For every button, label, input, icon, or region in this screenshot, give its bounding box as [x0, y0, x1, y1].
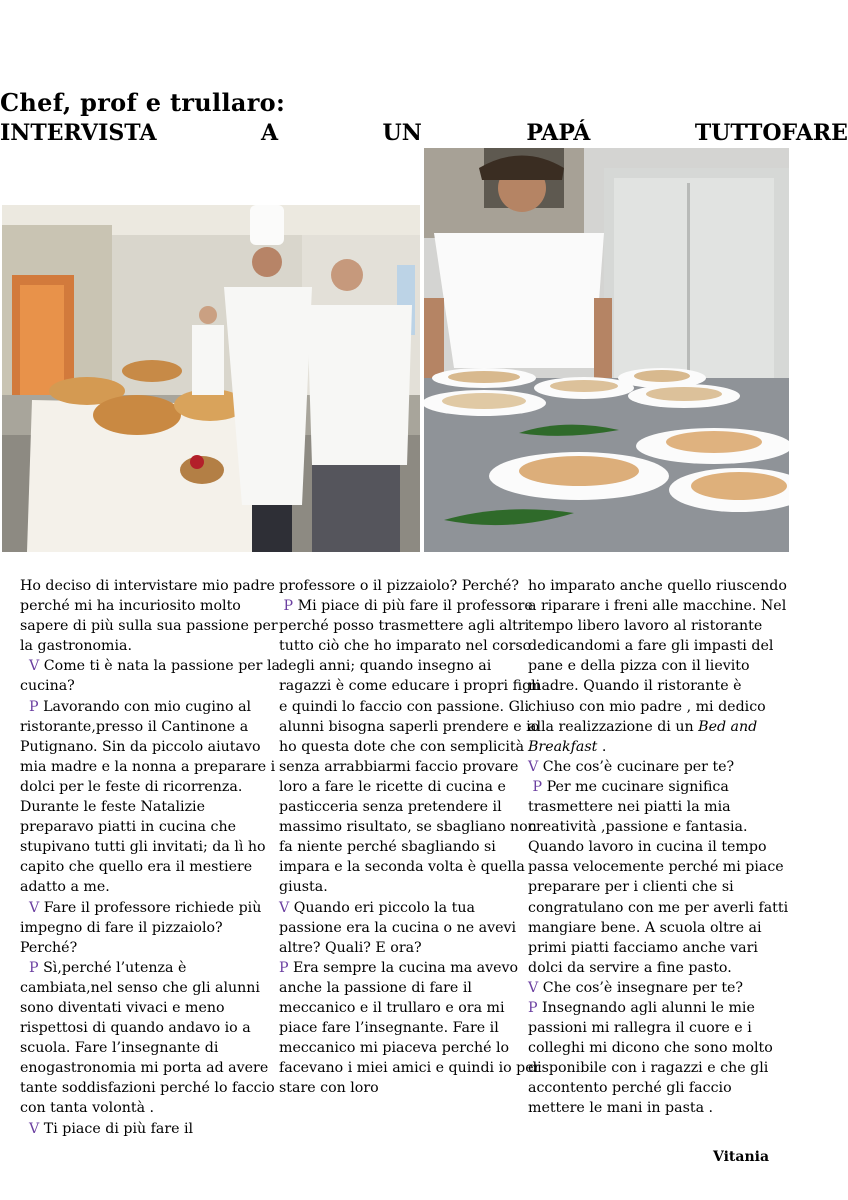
question — [528, 757, 790, 777]
question — [20, 1119, 282, 1139]
photo-chefs-bread-buffet — [2, 205, 420, 552]
title-word: TUTTOFARE — [694, 120, 848, 146]
interviewer-marker: V — [29, 1120, 40, 1137]
question-text: Ti piace di più fare il — [39, 1120, 194, 1137]
italic-term: Bed and Breakfast — [528, 718, 758, 755]
interviewer-marker: V — [528, 758, 539, 775]
interviewer-marker: V — [29, 899, 40, 916]
title-word: PAPÁ — [526, 120, 591, 146]
author-signature: Vitania — [713, 1149, 770, 1165]
answer — [279, 958, 541, 1099]
answer-continued — [528, 576, 790, 757]
interviewer-marker: V — [279, 899, 290, 916]
answer-text: Mi piace di più fare il professore perché posso trasmettere agli altri tutto ciò che ho imparato nel corso degli anni; quando insegno ai ragazzi è come educare i propri figli e quindi lo faccio con passione. Gli alunni bisogna saperli prendere e io ho questa dote che con semplicità senza arrabbiarmi faccio provare loro a fare le ricette di cucina e pasticceria senza pretendere il massimo risultato, se sbagliano non fa niente perché sbagliando si impara e la seconda volta è quella giusta. — [279, 598, 541, 896]
answer-text-end: . — [597, 738, 607, 755]
question-continued: professore o il pizzaiolo? Perché? — [279, 578, 519, 594]
article-column-1 — [20, 576, 282, 1139]
answer-text: Lavorando con mio cugino al ristorante,presso il Cantinone a Putignano. Sin da piccolo aiutavo mia madre e la nonna a preparare i dolci per le feste di ricorrenza. Durante le feste Natalizie preparavo piatti in cucina che stupivano tutti gli invitati; da lì ho capito che quello era il mestiere adatto a me. — [20, 698, 276, 896]
photo-chef-with-pastry-plates — [424, 148, 789, 552]
question-text: Come ti è nata la passione per la cucina? — [20, 658, 280, 695]
article-column-3 — [528, 576, 790, 1119]
interviewer-marker: V — [29, 658, 40, 675]
answer-text: Insegnando agli alunni le mie passioni mi rallegra il cuore e i colleghi mi dicono che sono molto disponibile con i ragazzi e che gli accontento perché gli faccio mettere le mani in pasta . — [528, 999, 773, 1117]
respondent-marker: P — [532, 778, 543, 795]
question-text: Quando eri piccolo la tua passione era la cucina o ne avevi altre? Quali? E ora? — [279, 899, 517, 956]
respondent-marker: P — [29, 959, 39, 976]
answer — [20, 958, 282, 1119]
question-text: Che cos’è cucinare per te? — [538, 758, 735, 775]
respondent-marker: P — [528, 999, 538, 1016]
answer — [528, 998, 790, 1119]
question — [528, 978, 790, 998]
answer — [279, 596, 541, 897]
answer — [528, 777, 790, 978]
interviewer-marker: V — [528, 979, 539, 996]
title-word: INTERVISTA — [0, 120, 157, 146]
article-column-2 — [279, 576, 541, 1098]
question — [279, 898, 541, 958]
answer-text: Era sempre la cucina ma avevo anche la passione di fare il meccanico e il trullaro e ora mi piace fare l’insegnante. Fare il meccanico mi piaceva perché lo facevano i miei amici e quindi io per stare con loro — [279, 959, 541, 1097]
respondent-marker: P — [279, 959, 289, 976]
question-text: Fare il professore richiede più impegno di fare il pizzaiolo? Perché? — [20, 899, 262, 956]
question — [20, 898, 282, 958]
article-title-line2 — [0, 120, 848, 146]
question-text: Che cos’è insegnare per te? — [538, 979, 744, 996]
answer — [20, 697, 282, 898]
respondent-marker: P — [29, 698, 39, 715]
article-title-line1: Chef, prof e trullaro: — [0, 88, 286, 117]
respondent-marker: P — [283, 598, 294, 615]
intro-paragraph: Ho deciso di intervistare mio padre perché mi ha incuriosito molto sapere di più sulla sua passione per la gastronomia. — [20, 578, 278, 655]
answer-text: Per me cucinare significa trasmettere nei piatti la mia creatività ,passione e fantasia. Quando lavoro in cucina il tempo passa velocemente perché mi piace preparare per i clienti che si congratulano con me per averli fatti mangiare bene. A scuola oltre ai primi piatti facciamo anche vari dolci da servire a fine pasto. — [528, 778, 789, 976]
answer-text: ho imparato anche quello riuscendo a riparare i freni alle macchine. Nel tempo libero lavoro al ristorante dedicandomi a fare gli impasti del pane e della pizza con il lievito madre. Quando il ristorante è chiuso con mio padre , mi dedico alla realizzazione di un — [528, 578, 787, 735]
title-word: UN — [382, 120, 422, 146]
title-word: A — [261, 120, 279, 146]
question — [20, 656, 282, 696]
answer-text: Sì,perché l’utenza è cambiata,nel senso che gli alunni sono diventati vivaci e meno rispettosi di quando andavo io a scuola. Fare l’insegnante di enogastronomia mi porta ad avere tante soddisfazioni perché lo faccio con tanta volontà . — [20, 959, 275, 1117]
